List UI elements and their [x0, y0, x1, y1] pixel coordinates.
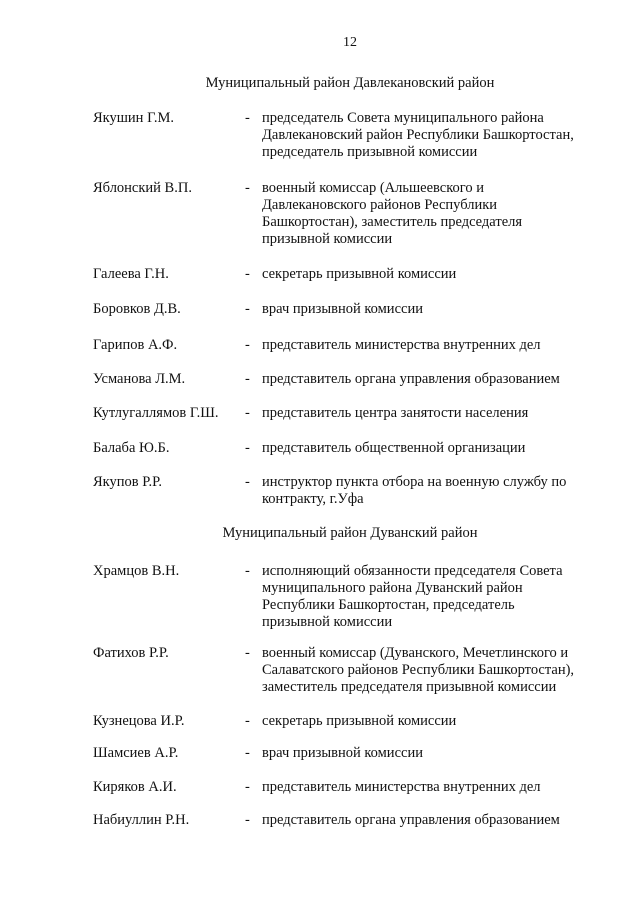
- member-name: Храмцов В.Н.: [93, 563, 180, 579]
- member-name: Боровков Д.В.: [93, 301, 181, 317]
- separator-dash: -: [245, 266, 250, 282]
- member-role: представитель министерства внутренних дел: [262, 337, 541, 353]
- member-name: Кузнецова И.Р.: [93, 713, 185, 729]
- member-name: Шамсиев А.Р.: [93, 745, 179, 761]
- member-name: Балаба Ю.Б.: [93, 440, 170, 456]
- separator-dash: -: [245, 713, 250, 729]
- member-role: представитель органа управления образованием: [262, 812, 560, 828]
- member-name: Якупов Р.Р.: [93, 474, 162, 490]
- member-name: Якушин Г.М.: [93, 110, 174, 126]
- separator-dash: -: [245, 745, 250, 761]
- member-role: военный комиссар (Дуванского, Мечетлинского и Салаватского районов Республики Башкортостан), заместитель председателя призывной комиссии: [262, 645, 575, 695]
- member-role: представитель министерства внутренних дел: [262, 779, 541, 795]
- separator-dash: -: [245, 645, 250, 661]
- separator-dash: -: [245, 812, 250, 828]
- separator-dash: -: [245, 474, 250, 490]
- section-title-duvansky: Муниципальный район Дуванский район: [222, 525, 478, 541]
- page-number: 12: [343, 35, 357, 50]
- separator-dash: -: [245, 779, 250, 795]
- member-role: военный комиссар (Альшеевского и Давлекановского районов Республики Башкортостан), заместитель председателя призывной комиссии: [262, 180, 523, 247]
- separator-dash: -: [245, 337, 250, 353]
- member-name: Яблонский В.П.: [93, 180, 192, 196]
- member-role: председатель Совета муниципального района Давлекановский район Республики Башкортостан, председатель призывной комиссии: [262, 110, 574, 160]
- member-role: врач призывной комиссии: [262, 301, 423, 317]
- member-role: представитель центра занятости населения: [262, 405, 529, 421]
- separator-dash: -: [245, 563, 250, 579]
- member-role: секретарь призывной комиссии: [262, 266, 457, 282]
- member-name: Галеева Г.Н.: [93, 266, 169, 282]
- separator-dash: -: [245, 371, 250, 387]
- separator-dash: -: [245, 110, 250, 126]
- member-name: Усманова Л.М.: [93, 371, 186, 387]
- section-title-davlekanovsky: Муниципальный район Давлекановский район: [205, 75, 495, 91]
- member-role: секретарь призывной комиссии: [262, 713, 457, 729]
- member-name: Кутлугаллямов Г.Ш.: [93, 405, 219, 421]
- member-role: исполняющий обязанности председателя Совета муниципального района Дуванский район Республики Башкортостан, председатель призывной комиссии: [262, 563, 563, 630]
- member-name: Гарипов А.Ф.: [93, 337, 178, 353]
- separator-dash: -: [245, 301, 250, 317]
- member-role: инструктор пункта отбора на военную службу по контракту, г.Уфа: [262, 474, 567, 507]
- member-role: врач призывной комиссии: [262, 745, 423, 761]
- separator-dash: -: [245, 405, 250, 421]
- separator-dash: -: [245, 440, 250, 456]
- member-name: Киряков А.И.: [93, 779, 177, 795]
- member-role: представитель общественной организации: [262, 440, 526, 456]
- member-name: Набиуллин Р.Н.: [93, 812, 190, 828]
- member-role: представитель органа управления образованием: [262, 371, 560, 387]
- member-name: Фатихов Р.Р.: [93, 645, 169, 661]
- separator-dash: -: [245, 180, 250, 196]
